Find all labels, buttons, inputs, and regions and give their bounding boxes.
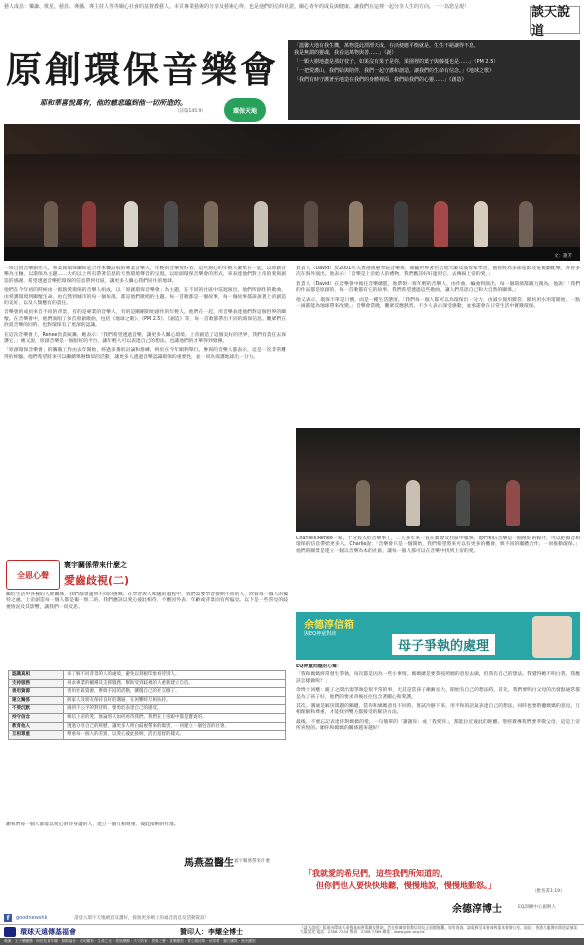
advice-author-title: EQ訓練中心創辦人 xyxy=(518,905,556,910)
article-column-left xyxy=(4,266,286,556)
column-closing-text: 願我們每一個人都能以愛心對待身邊的人，建立一個互相尊重、彼此接納的社群。 xyxy=(6,822,179,827)
performer xyxy=(406,480,420,526)
table-row xyxy=(9,696,286,705)
table-cell-label: 支持服務 xyxy=(9,679,64,688)
page-footer xyxy=(0,924,584,939)
author-portrait xyxy=(532,616,572,658)
article-paragraph: 余博士回應：親子之間出現爭執是很平常的事，尤其是當孩子漸漸長大，開始有自己的想法時。首先，我們要明白父母的出發點通常都是為了孩子好，他們的要求背後往往包含著關心和愛護。 xyxy=(296,688,580,700)
tips-table xyxy=(8,670,286,740)
facebook-note: 請登入環宇天地網頁及讚好，接收更多網上的福音消息及活動資訊！ xyxy=(74,916,209,921)
facebook-row xyxy=(4,914,294,922)
page-header xyxy=(4,4,580,39)
table-row xyxy=(9,679,286,688)
stage-light xyxy=(4,124,580,154)
article-paragraph: EQ神童問題的心聲： xyxy=(296,664,342,669)
column-logo: 談天說道 xyxy=(530,6,580,34)
table-cell-text: 多了解不同背景的人的處境，避免以刻板印象看待別人。 xyxy=(64,671,286,680)
table-cell-label: 持守信念 xyxy=(9,713,64,722)
article-paragraph: 音樂會的成員來自不同的背景，有的是專業的音樂人，有的是剛剛開始創作的年輕人。他們在一起，用音樂表達他們對這個世界的關懷。在音樂會中，他們演唱了多首原創歌曲，包括《地球之歌》、《PM 2.5》、《創造》等，每一首歌都帶出不同的環保信息。觀眾們在欣賞音樂的同時，也對環保有了更深的認識。 xyxy=(4,310,286,329)
acknowledgement-ticker: 鳴謝：王子樂團體・阿伯及青年團・無限福音・光明團契・生命之光・蒙福樂團・天父的家・恩典之聲・喜樂團契・愛心服侍隊・信望愛・磐石團隊・晨光團契 xyxy=(0,938,584,945)
performer xyxy=(456,480,470,526)
banner-title: 母子爭執的處理 xyxy=(392,634,495,655)
table-cell-text: 尊重每一個人的差異，以愛心彼此接納，活出基督的樣式。 xyxy=(64,731,286,740)
performer xyxy=(434,201,448,247)
lyrics-box xyxy=(288,40,580,120)
table-row xyxy=(9,722,286,731)
article-paragraph: 一班自由音樂創作人，事業與環保聯結起合作本機詩般的專業音樂人，年輕的音樂愛好者，這些熱心的年輕人聚集在一起，以原創音樂為主軸，以環保為主題……大約以上所有帶著信息的天然環境聲音的呈現。以原創環保音樂會的形式，來表達他們對上帝的愛與創造的感謝，希望透過音樂把環保的信息帶到社區，讓更多人關心我們居住的地球。 xyxy=(4,266,286,284)
quote-reference: （雅各書1:19） xyxy=(532,889,565,894)
column-heading: 寰宇關係帶來什麼之 xyxy=(64,561,127,569)
table-cell-label: 認識真相 xyxy=(9,671,64,680)
banner-column-name: 余德淳信箱 xyxy=(304,620,354,631)
scripture-quote xyxy=(296,868,580,898)
table-row xyxy=(9,705,286,714)
table-cell-label: 不要沉默 xyxy=(9,705,64,714)
table-cell-label: 教育他人 xyxy=(9,722,64,731)
column-author-title: 寰宇關係帶來什麼 xyxy=(234,859,270,864)
performer xyxy=(44,201,58,247)
performer xyxy=(164,201,178,247)
table-cell-text: 善用社區資源，參與不同的活動，擴闊自己的社交圈子。 xyxy=(64,688,286,697)
quote-line: 「我就愛的希兒們，這些我們所知道的， xyxy=(304,869,448,878)
lyrics-line: 「溫馨大地有我生機，萬物從此漂漂天成，存活便應平衡就是。生生不絕讓得不息， xyxy=(294,43,480,49)
performer xyxy=(474,201,488,247)
performer xyxy=(394,201,408,247)
article-paragraph: 負責人（David）於2001年入香港演藝學院音樂系，師隨世界著名吉他大師及演奏家學習，他曾經為多部電影及電視劇配樂，亦曾多次在海外演出。他表示：「音樂是上帝給人的禮物，我們應該好好運用它，去傳揚上帝的愛。」 xyxy=(296,266,580,278)
article-paragraph: 他們在今年初的時候由一群熱愛環保的音樂人組成，以「原創環保音樂會」為主題，在不同的社區中巡迴演出。他們所創作的歌曲，由愛護環境到關懷生命，由自然到城市的每一個角落，都是他們歌唱的主題。每一首歌都是一個故事，每一個故事都訴說著上帝創造的美好，以及人類應有的責任。 xyxy=(4,288,286,307)
column-subheading: 愛齒歧視(二) xyxy=(64,574,130,587)
article-paragraph: 「我和媽媽經常發生爭執，每次都是因為一些小事情。媽媽總是要我按照她的意思去做，但我有自己的想法。我覺得她不明白我，我應該怎樣做呢？」 xyxy=(296,672,580,684)
article-paragraph: Charlie和Renee一家，十分投入於音樂事工，二人多年來一直在教會及社區中服事。他們相信音樂是一個很好的媒介，可以把福音和環保的信息帶給更多人。Charlie說：「音樂會只是一個開始，我們希望將來可以有更多的機會，與不同的團體合作，一同推動環保。」他們的願景是建立一個以音樂為本的社區，讓每一個人都可以在音樂中找到上帝的愛。 xyxy=(296,536,580,554)
page-title: 原創環保音樂會 xyxy=(6,49,280,91)
performer xyxy=(204,201,218,247)
table-cell-text: 透過分享自己的經歷，讓更多人明白歧視帶來的傷害，一同建立一個包容的社會。 xyxy=(64,722,286,731)
performer xyxy=(349,201,363,247)
org-logo-icon xyxy=(4,927,16,937)
lyrics-line: 「一把愛護山，我們給與陪伴，我們一起守護和創造，讓我們的生命有信念。」《地球之歌》 xyxy=(294,68,495,74)
article-paragraph: 「原創環保音樂會」的籌備工作由去年開始，經過多番的討論和排練，終於在今年順利舉行。參與的音樂人都表示，這是一次非常難得的經驗。他們希望將來可以繼續舉辦類似的活動，讓更多人透過音樂認識環保的重要性，並一同為保護地球出一分力。 xyxy=(4,348,286,360)
column-author: 馬燕盈醫生 xyxy=(184,858,234,869)
performer xyxy=(519,201,533,247)
lyrics-line: 「一顆大樹地盡是那好枝子，如果沒有果子是你，果園裡的葉子與藤蔓也是……」（PM 2.5） xyxy=(294,59,499,65)
performer xyxy=(124,201,138,247)
quote-line: 但你們也人要快快地聽，慢慢地說，慢慢地動怒。」 xyxy=(316,881,496,890)
lyrics-line: 「我們有時守護著至地造在我們的身體裡面，我們給我們的心靈……」《創造》 xyxy=(294,77,467,83)
advice-column xyxy=(4,560,288,912)
photo-credit: 文：謝芳 xyxy=(554,254,572,259)
table-cell-text: 尋求專業的輔導及支援服務，幫助受到歧視的人重新建立自信。 xyxy=(64,679,286,688)
table-cell-text: 相信上帝的愛，無論別人如何看待我們，我們在上帝眼中都是寶貴的。 xyxy=(64,713,286,722)
advice-article xyxy=(296,664,580,864)
performer xyxy=(82,201,96,247)
table-cell-text: 遇到不公平的對待時，要勇於表達自己的感受。 xyxy=(64,705,286,714)
article-column-right xyxy=(296,266,580,426)
title-block xyxy=(0,40,286,122)
article-paragraph: 他又表示，環保不單是口號，而是一種生活態度。「我們每一個人都可以為環保出一分力，由減少使用膠袋、節約用水用電開始，一點一滴都能為地球帶來改變。」音樂會當晚，觀眾反應熱烈，不少人表示深受感動，並承諾會在日常生活中實踐環保。 xyxy=(296,297,580,310)
table-cell-label: 互相尊重 xyxy=(9,731,64,740)
table-cell-label: 建立關係 xyxy=(9,696,64,705)
advice-banner xyxy=(296,612,580,660)
header-intro: 藝人成員：樂謙、歌星、藝員、導播、導主持人等等關心社會的基督教藝人。本頁專業藝術的分享及藝術心得，也是他們的信仰見證。關心青年的成長與健康。讓我們在這裡一起分享人生的方向。一一為您呈現！ xyxy=(4,4,470,10)
eco-stamp-logo: 環保天地 xyxy=(224,98,266,122)
performer xyxy=(506,480,520,526)
group-photo xyxy=(296,428,580,532)
sponsor: 贊印人：李耀全博士 xyxy=(180,928,243,936)
concert-photo xyxy=(4,124,580,261)
article-paragraph: 在這次音樂會上，Renee負責統籌，她表示：「我們希望透過音樂，讓更多人關心環境。上帝創造了這個美好的世界，我們有責任去保護它。」她又說，原創音樂是一個很好的平台，讓年輕人可以表達自己的想法，也讓他們的才華得到發揮。 xyxy=(4,332,286,345)
lyrics-line: 我是無謂的靈魂，我看這萬物與善……」（誕） xyxy=(294,50,397,56)
article-paragraph: 最後，不要忘記表達你對媽媽的愛。一句簡單的「謝謝你」或「我愛你」，都能拉近彼此的距離。聖經教導我們要孝敬父母，這是上帝所喜悅的。願你和媽媽的關係越來越好！ xyxy=(296,719,580,732)
table-cell-label: 善用資源 xyxy=(9,688,64,697)
contact-info: 《談天說道》版面由環球天遠傳基福會策劃及贊助，旨在推廣基督教信仰及正面價值觀。如有查詢，請電郵至本會或致電本會辦公室。地址：香港九龍灣宏開道某號某大廈某室 電話：2356 7234 傳真：2356 7389 網址：www.gnh.org.hk xyxy=(300,925,578,935)
stage-floor xyxy=(4,247,580,261)
table-row xyxy=(9,671,286,680)
article-paragraph: 負責人（David）在音樂會中擔任音樂總監，他帶領一班年輕的音樂人，由作曲、編曲到演出，每一個環節都親力親為。他說：「我們的作品都是原創的，每一首歌都有它的故事。我們希望透過這些歌曲，讓人們反思自己和大自然的關係。」 xyxy=(296,281,580,294)
facebook-link[interactable]: goodnewshk xyxy=(16,915,48,921)
table-row xyxy=(9,713,286,722)
table-cell-text: 與家人及朋友保持良好的溝通，在困難時互相扶持。 xyxy=(64,696,286,705)
performer xyxy=(304,201,318,247)
title-subtitle: 耶和華喜悅萬有，他的慈悲臨到他一切所造的。 xyxy=(40,99,187,107)
advice-author: 余德淳博士 xyxy=(452,904,502,915)
facebook-icon[interactable]: f xyxy=(4,914,12,922)
column-text: 關於生活中各種的人際關係，我們都會遇到不同的挑戰。在學習與人相處的過程中，我們需要學習接納不同的人，欣賞每一個人的獨特之處。上帝創造每一個人都是獨一無二的，我們應該以愛心彼此相待，不應因外表、年齡或背景而有所偏見。以下是一些常見的歧視情況及其影響，讓我們一同反思。 xyxy=(6,592,288,610)
performer xyxy=(356,480,370,526)
table-row xyxy=(9,688,286,697)
article-paragraph: 其次，溝通是解決問題的關鍵。當你和媽媽意見不同時，嘗試冷靜下來，用平和的語氣表達自己的想法，同時也要聆聽媽媽的意見。互相理解和尊重，才能找到雙方都接受的解決方法。 xyxy=(296,704,580,716)
column-badge: 全恩心聲 xyxy=(6,560,60,590)
subtitle-reference: （詩篇145:9） xyxy=(175,109,206,114)
table-row xyxy=(9,731,286,740)
performer xyxy=(254,201,268,247)
banner-column-sub: 與EQ神童對談 xyxy=(304,631,337,637)
org-name: 環球天遠傳基福會 xyxy=(20,928,76,936)
